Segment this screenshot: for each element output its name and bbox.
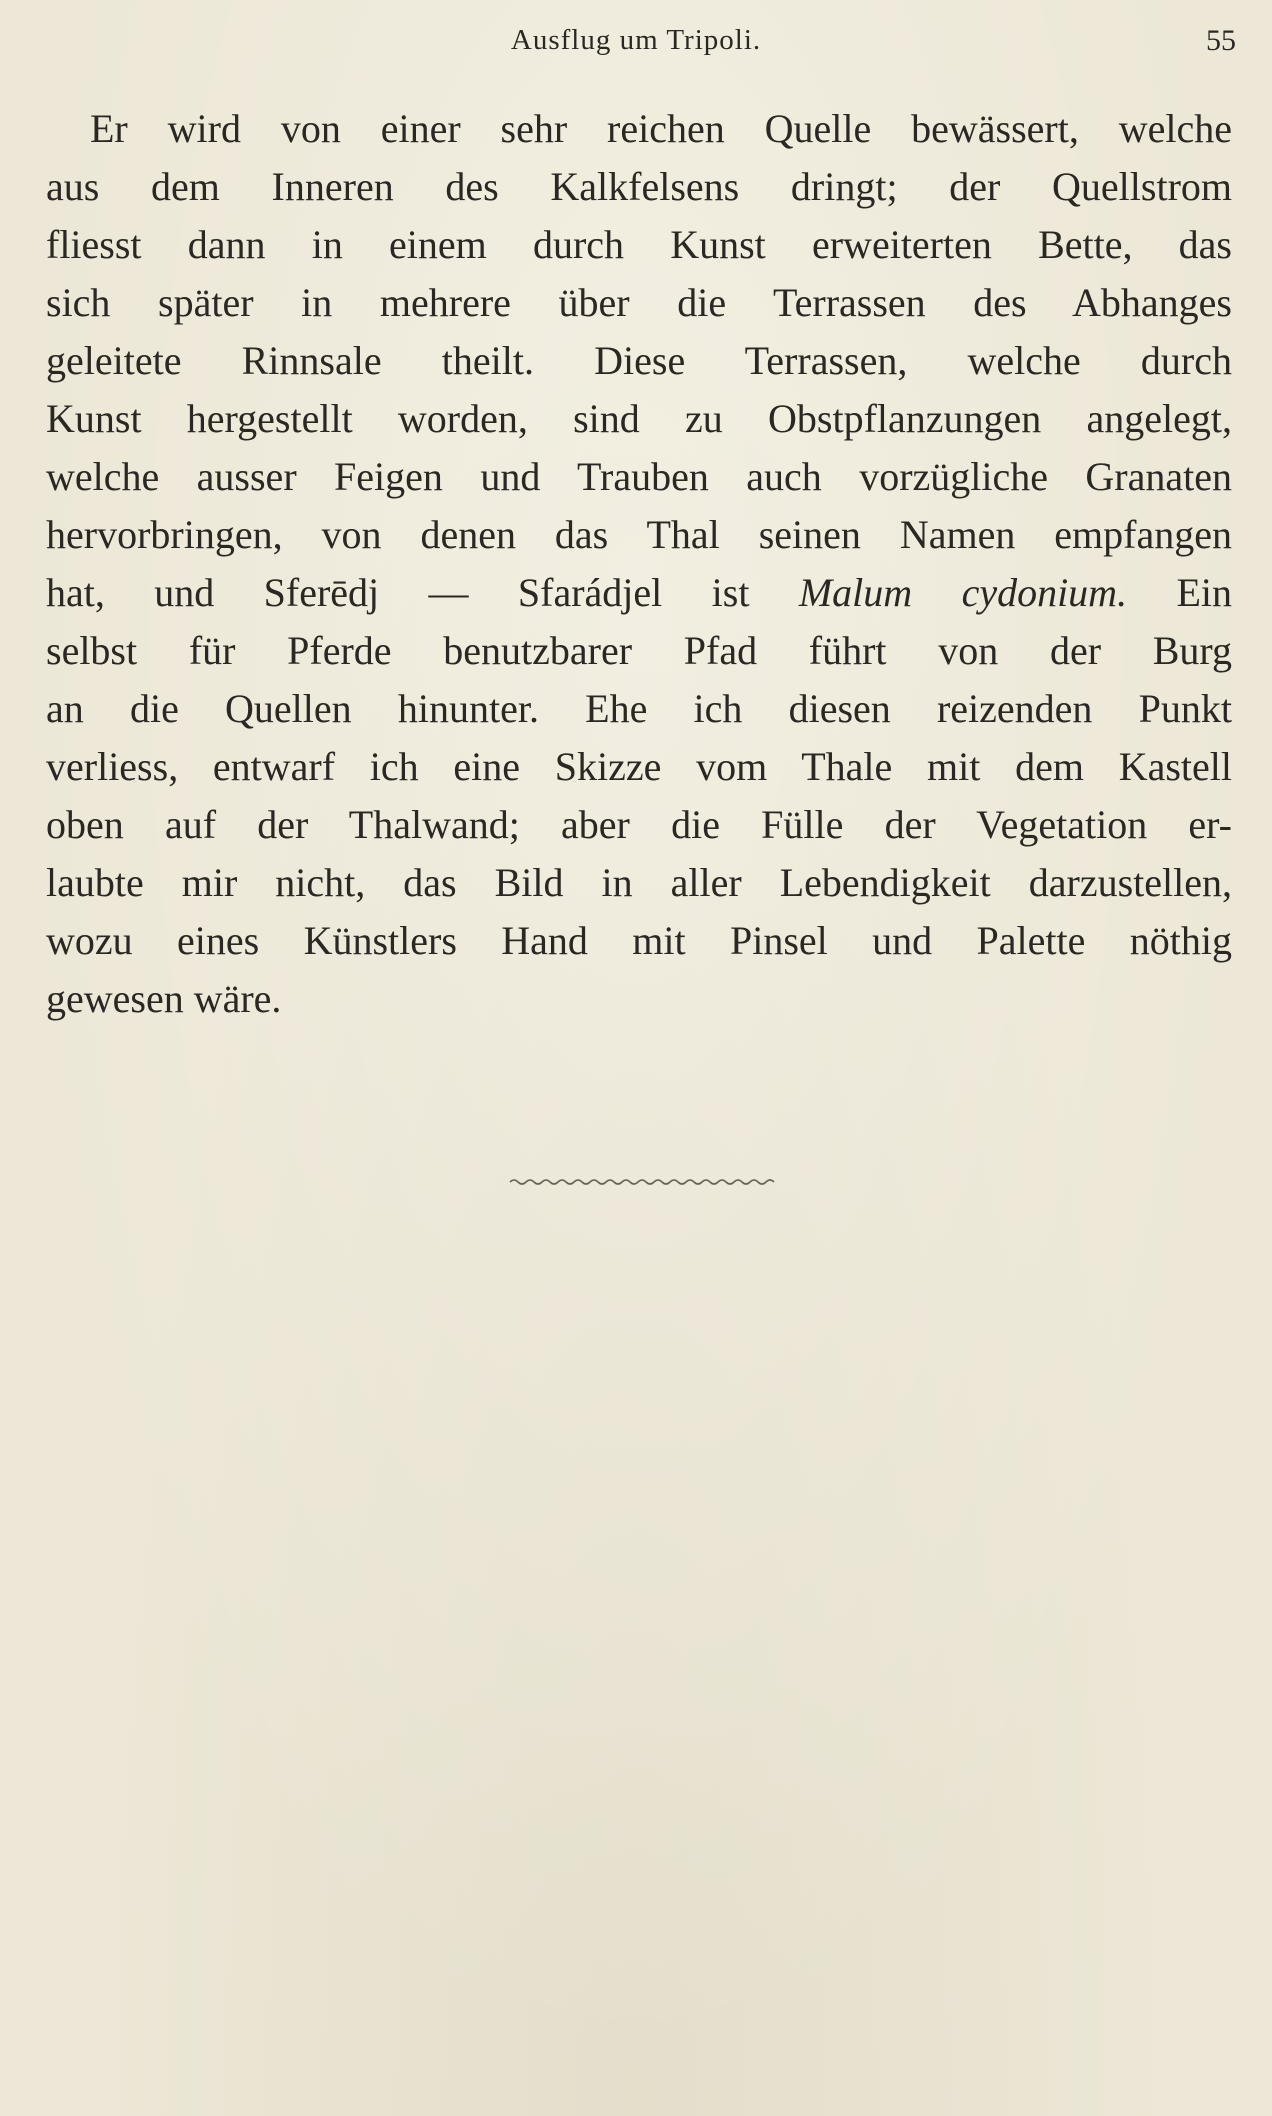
text-line: welche ausser Feigen und Trauben auch vorzügliche Granaten xyxy=(46,454,1232,499)
text-line: fliesst dann in einem durch Kunst erweiterten Bette, das xyxy=(46,222,1232,267)
text-line: geleitete Rinnsale theilt. Diese Terrassen, welche durch xyxy=(46,338,1232,383)
page-number: 55 xyxy=(1206,24,1236,57)
text-line: Kunst hergestellt worden, sind zu Obstpflanzungen angelegt, xyxy=(46,396,1232,441)
text-line: an die Quellen hinunter. Ehe ich diesen reizenden Punkt xyxy=(46,686,1232,731)
text-line: verliess, entwarf ich eine Skizze vom Thale mit dem Kastell xyxy=(46,744,1232,789)
text-line: hat, und Sferēdj — Sfarádjel ist Malum cydonium. Ein xyxy=(46,570,1232,615)
text-line: selbst für Pferde benutzbarer Pfad führt von der Burg xyxy=(46,628,1232,673)
text-line: laubte mir nicht, das Bild in aller Lebendigkeit darzustellen, xyxy=(46,860,1232,905)
text-line: aus dem Inneren des Kalkfelsens dringt; der Quellstrom xyxy=(46,164,1232,209)
text-line: gewesen wäre. xyxy=(46,976,282,1021)
running-title: Ausflug um Tripoli. xyxy=(510,24,762,56)
text-line: oben auf der Thalwand; aber die Fülle der Vegetation er- xyxy=(46,802,1232,847)
text-line: wozu eines Künstlers Hand mit Pinsel und Palette nöthig xyxy=(46,918,1232,963)
text-line: sich später in mehrere über die Terrassen des Abhanges xyxy=(46,280,1232,325)
text-line: Er wird von einer sehr reichen Quelle bewässert, welche xyxy=(90,106,1232,151)
wavy-rule-ornament xyxy=(508,1172,776,1192)
running-head xyxy=(0,24,1272,64)
text-line: hervorbringen, von denen das Thal seinen Namen empfangen xyxy=(46,512,1232,557)
body-paragraph xyxy=(46,100,1232,1028)
italic-term: Malum cydonium. xyxy=(798,570,1128,615)
